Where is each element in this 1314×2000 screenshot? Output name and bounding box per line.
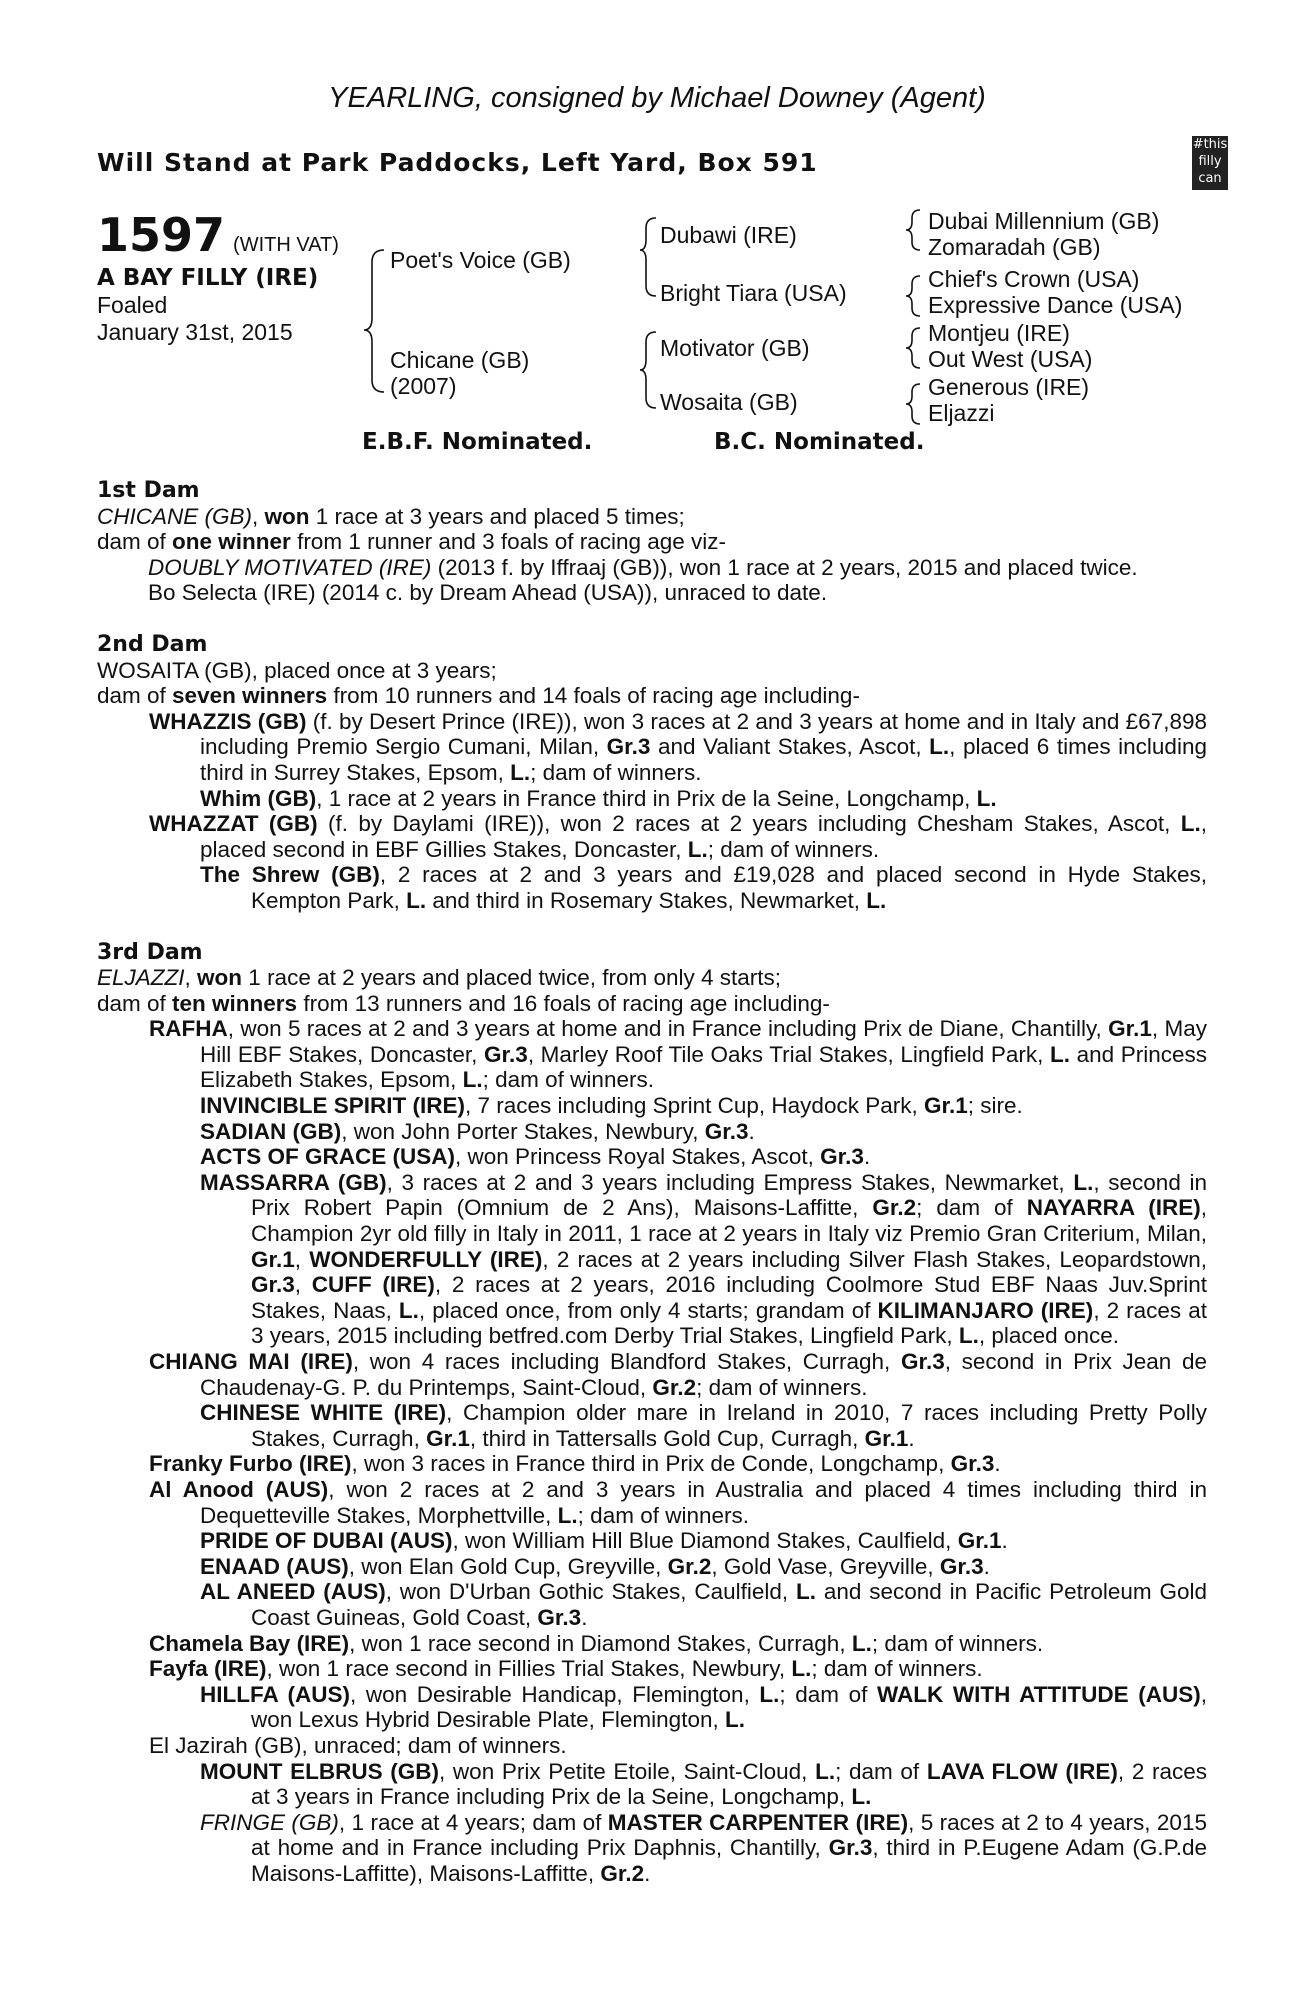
sire: Poet's Voice (GB) — [390, 247, 571, 273]
second-dam-summary — [97, 658, 1207, 709]
dam-sire: Motivator (GB) — [660, 335, 810, 361]
brace — [640, 218, 656, 296]
progeny-entry: WHAZZIS (GB) (f. by Desert Prince (IRE)), won 3 races at 2 and 3 years at home and in Italy and £67,898 including Premio Sergio Cumani, Milan, Gr.3 and Valiant Stakes, Ascot, L., placed 6 times including third in Surrey Stakes, Epsom, L.; dam of winners. — [149, 708, 1208, 785]
progeny-entry: PRIDE OF DUBAI (AUS), won William Hill Blue Diamond Stakes, Caulfield, Gr.1. — [200, 1528, 1008, 1554]
logo-line: can — [1198, 171, 1222, 186]
sire-sire-sire: Dubai Millennium (GB) — [928, 208, 1160, 234]
dam-sire-sire: Montjeu (IRE) — [928, 320, 1070, 346]
section-heading: 2nd Dam — [97, 631, 208, 657]
dam-year: (2007) — [390, 373, 457, 399]
logo-line: filly — [1198, 154, 1222, 169]
progeny-entry: El Jazirah (GB), unraced; dam of winners. — [149, 1732, 567, 1758]
catalogue-header: YEARLING, consigned by Michael Downey (Agent) — [328, 82, 986, 114]
dam-summary-line: dam of seven winners from 10 runners and 14 foals of racing age including- — [97, 683, 860, 709]
progeny-entry: FRINGE (GB), 1 race at 4 years; dam of MASTER CARPENTER (IRE), 5 races at 2 to 4 years, 2015 at home and in France including Prix Daphnis, Chantilly, Gr.3, third in P.Eugene Adam (G.P.de Maisons-Laffitte), Maisons-Laffitte, Gr.2. — [200, 1809, 1207, 1886]
progeny-entry: Franky Furbo (IRE), won 3 races in France third in Prix de Conde, Longchamp, Gr.3. — [149, 1451, 1001, 1477]
dam-summary-line: WOSAITA (GB), placed once at 3 years; — [97, 657, 497, 683]
foaled-date: January 31st, 2015 — [97, 319, 293, 345]
brace — [640, 332, 656, 408]
stand-location: Will Stand at Park Paddocks, Left Yard, Box 591 — [97, 148, 818, 177]
progeny-entry: Bo Selecta (IRE) (2014 c. by Dream Ahead (USA)), unraced to date. — [148, 580, 828, 606]
sire-dam-dam: Expressive Dance (USA) — [928, 292, 1183, 318]
produce-record — [97, 478, 1207, 1886]
progeny-entry: The Shrew (GB), 2 races at 2 and 3 years and £19,028 and placed second in Hyde Stakes, Kempton Park, L. and third in Rosemary Stakes, Newmarket, L. — [200, 862, 1208, 913]
progeny-entry: MASSARRA (GB), 3 races at 2 and 3 years including Empress Stakes, Newmarket, L., second in Prix Robert Papin (Omnium de 2 Ans), Maisons-Laffitte, Gr.2; dam of NAYARRA (IRE), Champion 2yr old filly in Italy in 2011, 1 race at 2 years in Italy viz Premio Gran Criterium, Milan, Gr.1, WONDERFULLY (IRE), 2 races at 2 years including Silver Flash Stakes, Leopardstown, Gr.3, CUFF (IRE), 2 races at 2 years, 2016 including Coolmore Stud EBF Naas Juv.Sprint Stakes, Naas, L., placed once, from only 4 starts; grandam of KILIMANJARO (IRE), 2 races at 3 years, 2015 including betfred.com Derby Trial Stakes, Lingfield Park, L., placed once. — [200, 1169, 1208, 1349]
section-heading: 1st Dam — [97, 478, 200, 503]
dam-summary-line: ELJAZZI, won 1 race at 2 years and placed twice, from only 4 starts; — [97, 965, 782, 991]
logo-line: #this — [1192, 137, 1228, 152]
horse-name: A BAY FILLY (IRE) — [97, 265, 319, 291]
vat-note: (WITH VAT) — [233, 234, 339, 256]
progeny-entry: INVINCIBLE SPIRIT (IRE), 7 races including Sprint Cup, Haydock Park, Gr.1; sire. — [200, 1093, 1023, 1119]
first-dam-summary — [97, 504, 1207, 555]
progeny-entry: Fayfa (IRE), won 1 race second in Fillies Trial Stakes, Newbury, L.; dam of winners. — [149, 1656, 983, 1682]
progeny-entry: Whim (GB), 1 race at 2 years in France third in Prix de la Seine, Longchamp, L. — [200, 785, 997, 811]
second-dam-progeny — [97, 709, 1207, 914]
dam-dam: Wosaita (GB) — [660, 389, 798, 415]
progeny-entry: Al Anood (AUS), won 2 races at 2 and 3 years in Australia and placed 4 times including third in Dequetteville Stakes, Morphettville, L.; dam of winners. — [149, 1476, 1207, 1528]
section-heading: 3rd Dam — [97, 939, 203, 965]
lot-number: 1597 — [97, 208, 226, 262]
sire-sire: Dubawi (IRE) — [660, 222, 797, 248]
bc-nominated: B.C. Nominated. — [714, 429, 925, 455]
progeny-entry: CHIANG MAI (IRE), won 4 races including Blandford Stakes, Curragh, Gr.3, second in Prix Jean de Chaudenay-G. P. du Printemps, Saint-Cloud, Gr.2; dam of winners. — [149, 1349, 1207, 1400]
progeny-entry: ACTS OF GRACE (USA), won Princess Royal Stakes, Ascot, Gr.3. — [200, 1144, 871, 1170]
sire-dam-sire: Chief's Crown (USA) — [928, 266, 1140, 292]
first-dam-progeny — [97, 555, 1207, 606]
third-dam-summary — [97, 965, 1207, 1016]
foaled-label: Foaled — [97, 292, 168, 318]
progeny-entry: HILLFA (AUS), won Desirable Handicap, Flemington, L.; dam of WALK WITH ATTITUDE (AUS), won Lexus Hybrid Desirable Plate, Flemington, L. — [200, 1681, 1207, 1733]
progeny-entry: DOUBLY MOTIVATED (IRE) (2013 f. by Iffraaj (GB)), won 1 race at 2 years, 2015 and placed twice. — [148, 554, 1138, 580]
dam-sire-dam: Out West (USA) — [928, 346, 1093, 372]
dam-summary-line: CHICANE (GB), won 1 race at 3 years and placed 5 times; — [97, 503, 685, 529]
progeny-entry: ENAAD (AUS), won Elan Gold Cup, Greyville, Gr.2, Gold Vase, Greyville, Gr.3. — [200, 1553, 990, 1579]
progeny-entry: CHINESE WHITE (IRE), Champion older mare in Ireland in 2010, 7 races including Pretty Polly Stakes, Curragh, Gr.1, third in Tattersalls Gold Cup, Curragh, Gr.1. — [200, 1400, 1208, 1451]
sire-dam: Bright Tiara (USA) — [660, 280, 847, 306]
dam-summary-line: dam of one winner from 1 runner and 3 foals of racing age viz- — [97, 529, 727, 555]
dam-summary-line: dam of ten winners from 13 runners and 16 foals of racing age including- — [97, 990, 830, 1016]
third-dam-progeny — [97, 1016, 1207, 1886]
dam: Chicane (GB) — [390, 347, 530, 373]
dam-dam-dam: Eljazzi — [928, 400, 995, 426]
progeny-entry: SADIAN (GB), won John Porter Stakes, Newbury, Gr.3. — [200, 1118, 755, 1144]
progeny-entry: RAFHA, won 5 races at 2 and 3 years at home and in France including Prix de Diane, Chantilly, Gr.1, May Hill EBF Stakes, Doncaster, Gr.3, Marley Roof Tile Oaks Trial Stakes, Lingfield Park, L. and Princess Elizabeth Stakes, Epsom, L.; dam of winners. — [149, 1016, 1207, 1093]
dam-dam-sire: Generous (IRE) — [928, 374, 1090, 400]
ebf-nominated: E.B.F. Nominated. — [362, 429, 593, 455]
progeny-entry: AL ANEED (AUS), won D'Urban Gothic Stakes, Caulfield, L. and second in Pacific Petroleum Gold Coast Guineas, Gold Coast, Gr.3. — [200, 1579, 1207, 1630]
sire-sire-dam: Zomaradah (GB) — [928, 234, 1101, 260]
progeny-entry: MOUNT ELBRUS (GB), won Prix Petite Etoile, Saint-Cloud, L.; dam of LAVA FLOW (IRE), 2 races at 3 years in France including Prix de la Seine, Longchamp, L. — [200, 1758, 1208, 1810]
progeny-entry: WHAZZAT (GB) (f. by Daylami (IRE)), won 2 races at 2 years including Chesham Stakes, Ascot, L., placed second in EBF Gillies Stakes, Doncaster, L.; dam of winners. — [149, 811, 1208, 862]
progeny-entry: Chamela Bay (IRE), won 1 race second in Diamond Stakes, Curragh, L.; dam of winners. — [149, 1630, 1044, 1656]
brace — [364, 250, 384, 392]
